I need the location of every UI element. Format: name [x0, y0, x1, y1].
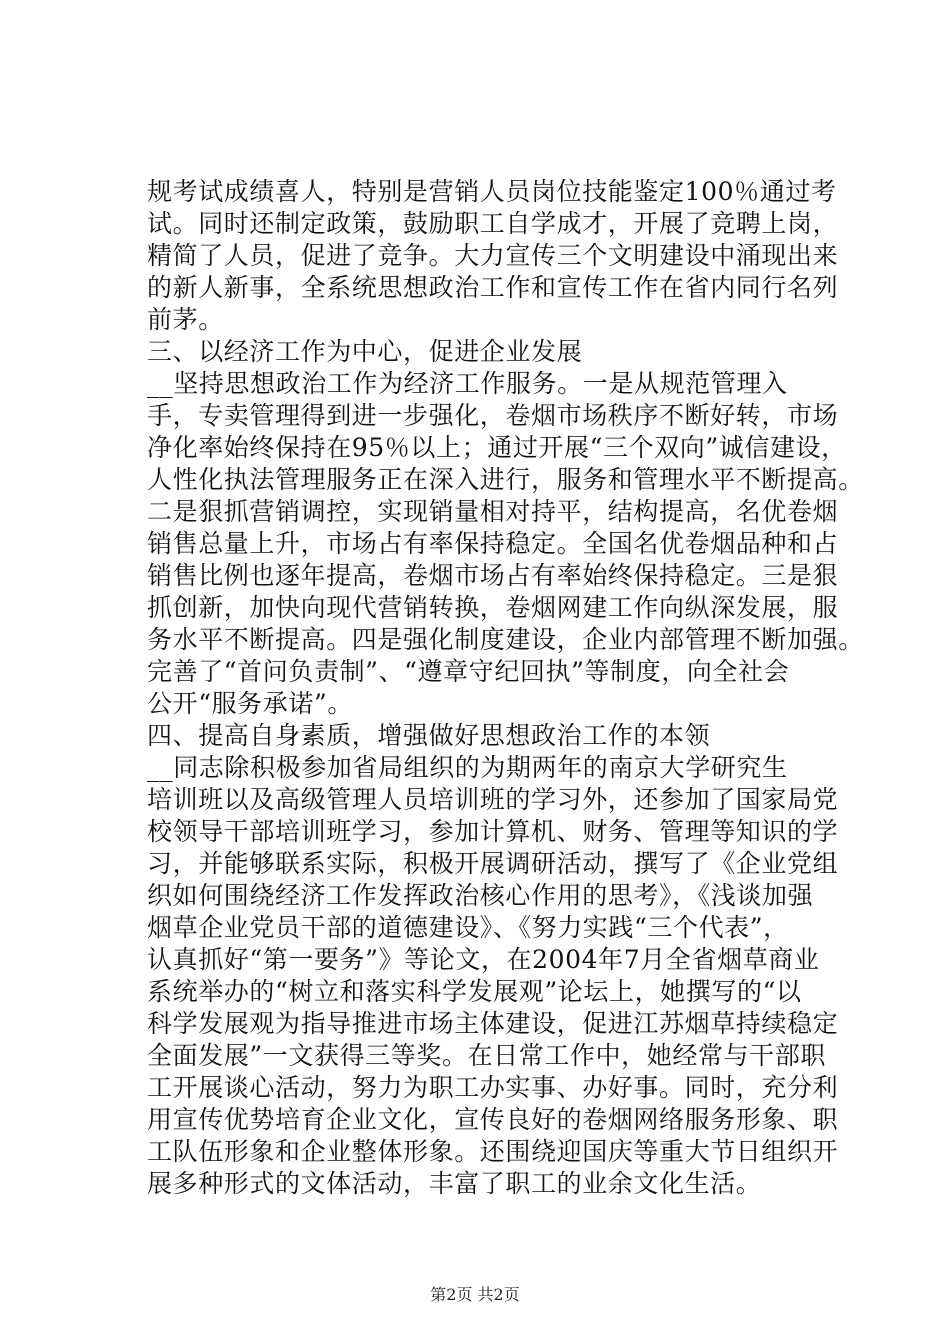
text-line: 的新人新事，全系统思想政治工作和宣传工作在省内同行名列 [147, 273, 839, 302]
text-line: 认真抓好“第一要务”》等论文，在2004年7月全省烟草商业 [147, 945, 820, 974]
text-line: 抓创新，加快向现代营销转换，卷烟网建工作向纵深发展，服 [147, 593, 839, 622]
text-line: 工开展谈心活动，努力为职工办实事、办好事。同时，充分利 [147, 1073, 839, 1102]
text-line: 公开“服务承诺”。 [147, 689, 353, 718]
text-line: 务水平不断提高。四是强化制度建设，企业内部管理不断加强。 [147, 625, 864, 654]
text-line: 科学发展观为指导推进市场主体建设，促进江苏烟草持续稳定 [147, 1009, 839, 1038]
text-line: 烟草企业党员干部的道德建设》、《努力实践“三个代表”， [147, 913, 789, 942]
text-line: 手，专卖管理得到进一步强化，卷烟市场秩序不断好转，市场 [147, 401, 839, 430]
text-line: 二是狠抓营销调控，实现销量相对持平，结构提高，名优卷烟 [147, 497, 839, 526]
text-line: 精简了人员，促进了竞争。大力宣传三个文明建设中涌现出来 [147, 241, 839, 270]
text-line: 培训班以及高级管理人员培训班的学习外，还参加了国家局党 [147, 785, 839, 814]
text-line: 规考试成绩喜人，特别是营销人员岗位技能鉴定100％通过考 [147, 177, 837, 206]
text-line: 用宣传优势培育企业文化，宣传良好的卷烟网络服务形象、职 [147, 1105, 839, 1134]
text-line: 校领导干部培训班学习，参加计算机、财务、管理等知识的学 [147, 817, 839, 846]
text-line: 展多种形式的文体活动，丰富了职工的业余文化生活。 [147, 1169, 762, 1198]
text-line: 销售总量上升，市场占有率保持稳定。全国名优卷烟品种和占 [147, 529, 839, 558]
text-line: 完善了“首问负责制”、“遵章守纪回执”等制度，向全社会 [147, 657, 790, 686]
text-line: 销售比例也逐年提高，卷烟市场占有率始终保持稳定。三是狠 [147, 561, 839, 590]
text-line: 系统举办的“树立和落实科学发展观”论坛上，她撰写的“以 [147, 977, 802, 1006]
text-line: 全面发展”一文获得三等奖。在日常工作中，她经常与干部职 [147, 1041, 826, 1070]
text-line: __同志除积极参加省局组织的为期两年的南京大学研究生 [147, 753, 788, 782]
page-footer: 第2页 共2页 [430, 1285, 520, 1304]
text-line: 净化率始终保持在95％以上；通过开展“三个双向”诚信建设， [147, 433, 847, 462]
text-line: 工队伍形象和企业整体形象。还围绕迎国庆等重大节日组织开 [147, 1137, 839, 1166]
text-line: 前茅。 [147, 305, 224, 334]
text-line: 织如何围绕经济工作发挥政治核心作用的思考》，《浅谈加强 [147, 881, 814, 910]
text-line: 四、提高自身素质，增强做好思想政治工作的本领 [147, 721, 711, 750]
text-line: 习，并能够联系实际，积极开展调研活动，撰写了《企业党组 [147, 849, 839, 878]
text-line: 试。同时还制定政策，鼓励职工自学成才，开展了竞聘上岗， [147, 209, 839, 238]
text-line: __坚持思想政治工作为经济工作服务。一是从规范管理入 [147, 369, 788, 398]
text-line: 三、以经济工作为中心，促进企业发展 [147, 337, 583, 366]
text-line: 人性化执法管理服务正在深入进行，服务和管理水平不断提高。 [147, 465, 864, 494]
